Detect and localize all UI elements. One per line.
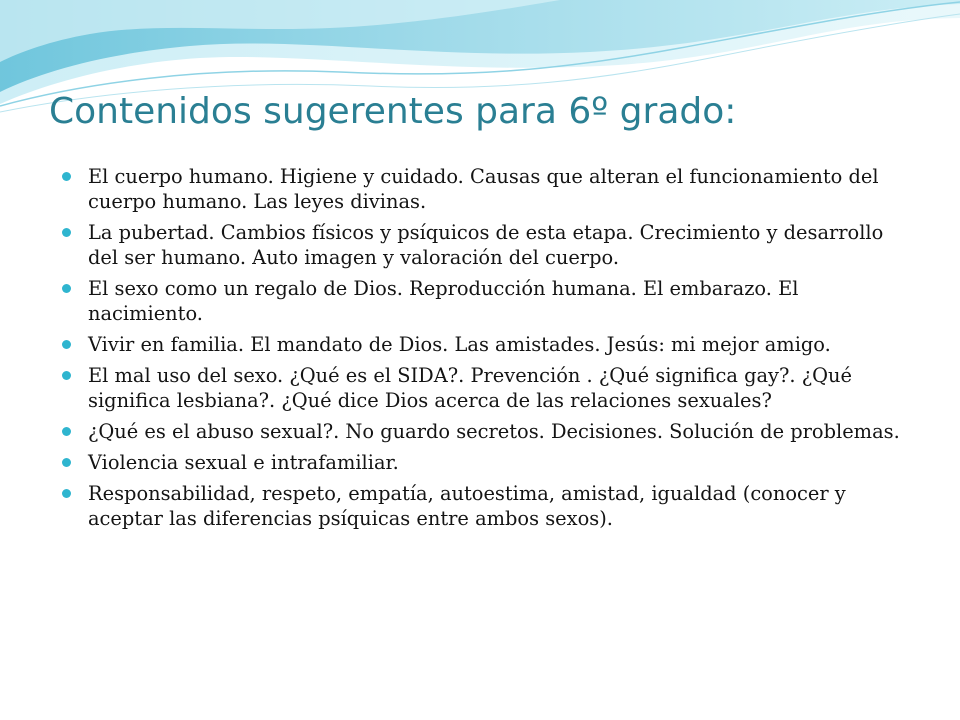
list-item [62, 363, 912, 413]
list-item [62, 419, 912, 444]
bullet-icon [62, 228, 71, 237]
list-item [62, 276, 912, 326]
list-item [62, 481, 912, 531]
list-item-text: La pubertad. Cambios físicos y psíquicos de esta etapa. Crecimiento y desarrollo del ser humano. Auto imagen y valoración del cuerpo. [88, 221, 884, 269]
list-item-text: Vivir en familia. El mandato de Dios. Las amistades. Jesús: mi mejor amigo. [88, 333, 831, 356]
list-item-text: El sexo como un regalo de Dios. Reproducción humana. El embarazo. El nacimiento. [88, 277, 799, 325]
bullet-icon [62, 427, 71, 436]
bullet-icon [62, 284, 71, 293]
bullet-icon [62, 489, 71, 498]
list-item-text: Responsabilidad, respeto, empatía, autoestima, amistad, igualdad (conocer y aceptar las diferencias psíquicas entre ambos sexos). [88, 482, 846, 530]
bullet-icon [62, 172, 71, 181]
bullet-icon [62, 340, 71, 349]
list-item-text: ¿Qué es el abuso sexual?. No guardo secretos. Decisiones. Solución de problemas. [88, 420, 900, 443]
list-item-text: El mal uso del sexo. ¿Qué es el SIDA?. Prevención . ¿Qué significa gay?. ¿Qué significa lesbiana?. ¿Qué dice Dios acerca de las relaciones sexuales? [88, 364, 852, 412]
list-item-text: Violencia sexual e intrafamiliar. [88, 451, 399, 474]
list-item [62, 164, 912, 214]
bullet-icon [62, 458, 71, 467]
list-item [62, 220, 912, 270]
list-item-text: El cuerpo humano. Higiene y cuidado. Causas que alteran el funcionamiento del cuerpo humano. Las leyes divinas. [88, 165, 879, 213]
list-item [62, 450, 912, 475]
content-list [62, 164, 912, 537]
bullet-icon [62, 371, 71, 380]
list-item [62, 332, 912, 357]
slide-title: Contenidos sugerentes para 6º grado: [49, 91, 737, 132]
